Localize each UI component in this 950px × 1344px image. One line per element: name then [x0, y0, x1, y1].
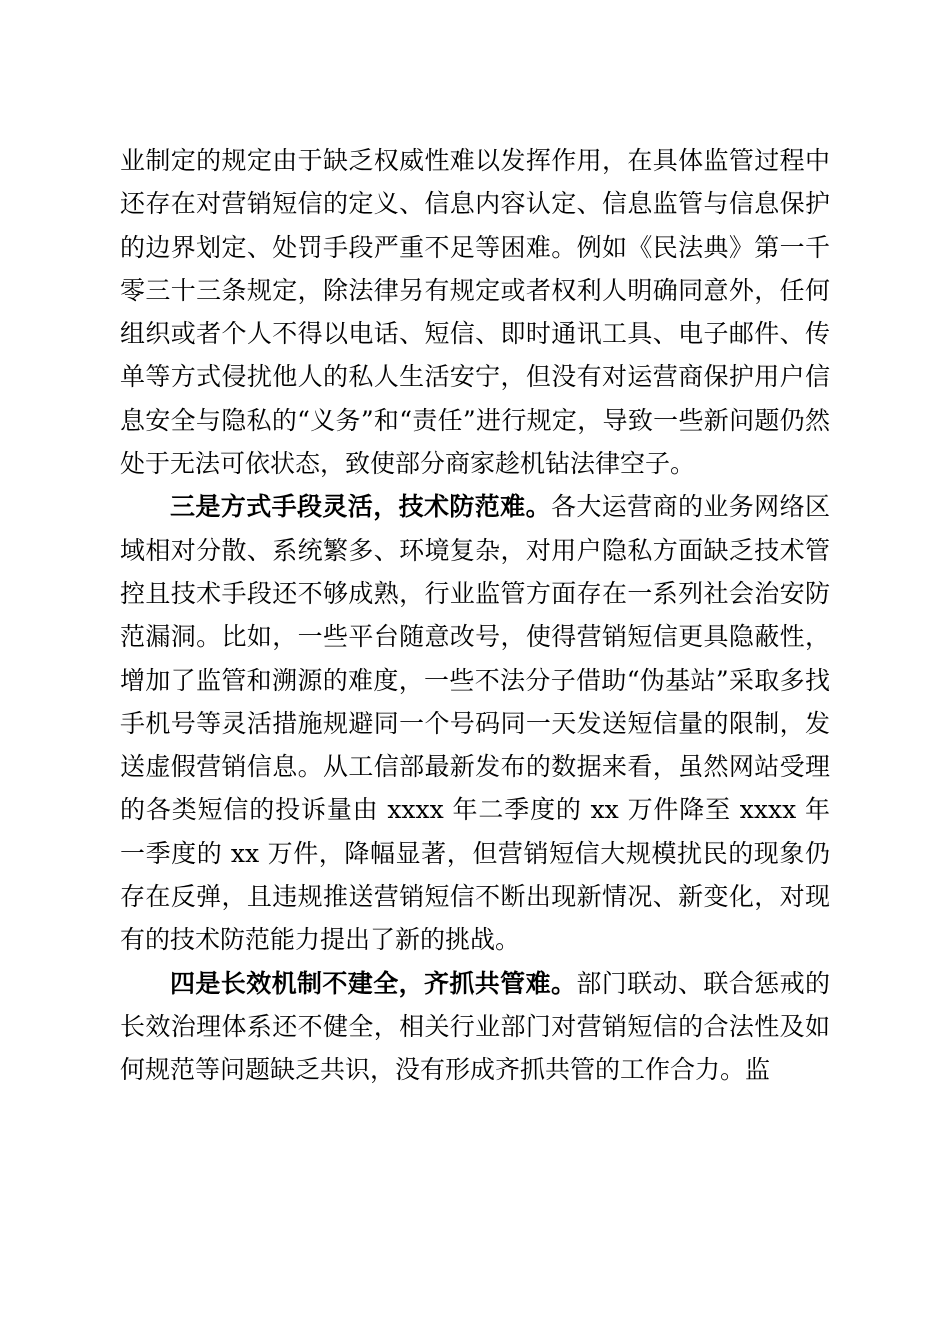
paragraph-legal-gaps: [120, 139, 830, 485]
paragraph-text: 各大运营商的业务网络区域相对分散、系统繁多、环境复杂，对用户隐私方面缺乏技术管控且技术手段还不够成熟，行业监管方面存在一系列社会治安防范漏洞。比如，一些平台随意改号，使得营销短信更具隐蔽性，增加了监管和溯源的难度，一些不法分子借助“伪基站”采取多找手机号等灵活措施规避同一个号码同一天发送短信量的限制，发送虚假营销信息。从工信部最新发布的数据来看，虽然网站受理的各类短信的投诉量由 xxxx 年二季度的 xx 万件降至 xxxx 年一季度的 xx 万件，降幅显著，但营销短信大规模扰民的现象仍存在反弹，且违规推送营销短信不断出现新情况、新变化，对现有的技术防范能力提出了新的挑战。: [120, 492, 830, 955]
paragraph-technical-prevention: [120, 485, 830, 961]
paragraph-text: 部门联动、联合惩戒的长效治理体系还不健全，相关行业部门对营销短信的合法性及如何规范等问题缺乏共识，没有形成齐抓共管的工作合力。监: [120, 968, 830, 1085]
paragraph-heading: 三是方式手段灵活，技术防范难。: [170, 492, 551, 522]
paragraph-text: 业制定的规定由于缺乏权威性难以发挥作用，在具体监管过程中还存在对营销短信的定义、信息内容认定、信息监管与信息保护的边界划定、处罚手段严重不足等困难。例如《民法典》第一千零三十三条规定，除法律另有规定或者权利人明确同意外，任何组织或者个人不得以电话、短信、即时通讯工具、电子邮件、传单等方式侵扰他人的私人生活安宁，但没有对运营商保护用户信息安全与隐私的“义务”和“责任”进行规定，导致一些新问题仍然处于无法可依状态，致使部分商家趁机钻法律空子。: [120, 146, 830, 479]
paragraph-heading: 四是长效机制不建全，齐抓共管难。: [170, 968, 577, 998]
paragraph-long-term-mechanism: [120, 962, 830, 1092]
document-body: [120, 139, 830, 1092]
